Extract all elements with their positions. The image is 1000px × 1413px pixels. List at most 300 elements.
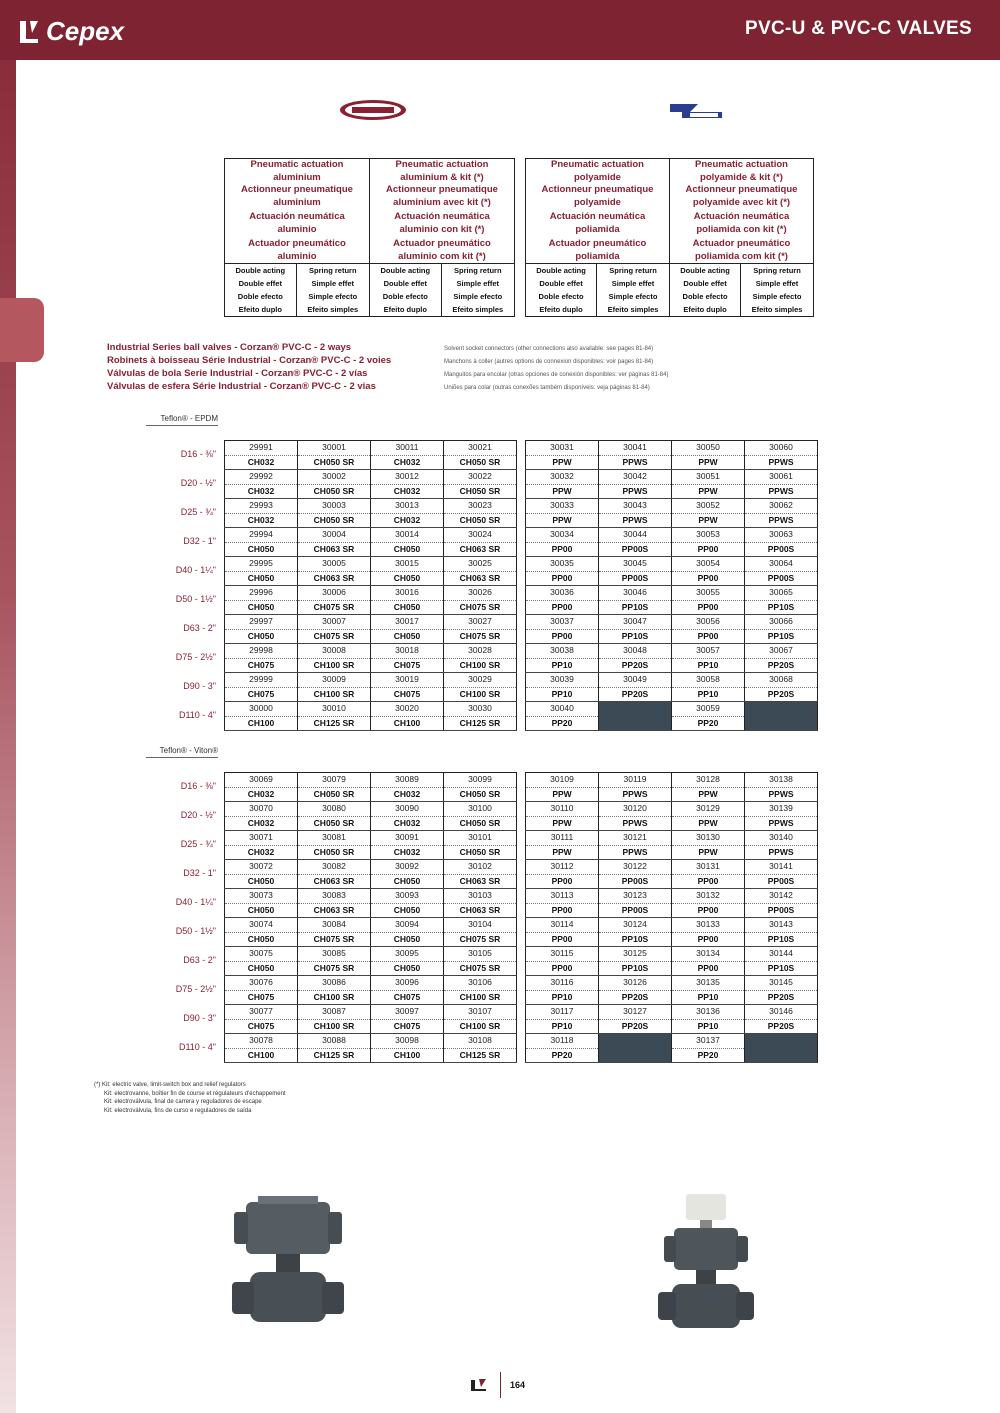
article-code: 30136	[672, 1005, 745, 1020]
header-row	[225, 159, 515, 264]
article-code: 30034	[526, 528, 599, 543]
actuator-model: PP10	[526, 1019, 599, 1034]
actuator-model: PP00S	[745, 542, 818, 557]
article-code: 30109	[526, 773, 599, 788]
model-row	[225, 687, 517, 702]
actuator-model: CH063 SR	[444, 571, 517, 586]
model-row	[526, 1019, 818, 1034]
article-code: 30037	[526, 615, 599, 630]
article-code: 30134	[672, 947, 745, 962]
article-code: 30029	[444, 673, 517, 688]
article-code: 30001	[298, 441, 371, 456]
actuator-model: CH075 SR	[444, 961, 517, 976]
actuator-model: PP10S	[599, 932, 672, 947]
model-row	[225, 658, 517, 673]
actuator-model: PPWS	[745, 787, 818, 802]
article-code: 30007	[298, 615, 371, 630]
actuator-model: PPW	[672, 816, 745, 831]
side-band	[0, 60, 16, 1413]
article-code: 29997	[225, 615, 298, 630]
model-row	[526, 1048, 818, 1063]
article-code: 30142	[745, 889, 818, 904]
article-code: 30008	[298, 644, 371, 659]
code-row	[526, 702, 818, 717]
note-en: Solvent socket connectors (other connections also available: see pages 81-84)	[444, 346, 654, 352]
article-code: 30137	[672, 1034, 745, 1049]
actuator-model: CH100	[371, 716, 444, 731]
size-label: D63 - 2"	[183, 623, 216, 633]
code-row	[225, 1034, 517, 1049]
article-code: 30004	[298, 528, 371, 543]
actuator-model: PP00	[672, 903, 745, 918]
article-code: 30011	[371, 441, 444, 456]
header-table-polyamide	[525, 158, 814, 317]
actuator-model: CH125 SR	[444, 716, 517, 731]
actuator-model: PPW	[672, 513, 745, 528]
model-row	[225, 716, 517, 731]
actuator-model: PP00	[672, 874, 745, 889]
actuator-model: CH050	[225, 961, 298, 976]
article-code: 30080	[298, 802, 371, 817]
model-row	[225, 629, 517, 644]
article-code: 29996	[225, 586, 298, 601]
actuator-model: PP00	[672, 571, 745, 586]
actuator-model: PP00S	[599, 874, 672, 889]
actuator-model: PP10S	[745, 932, 818, 947]
code-row	[526, 615, 818, 630]
article-code: 30017	[371, 615, 444, 630]
actuator-model: CH032	[371, 816, 444, 831]
table-viton-polyamide	[525, 772, 818, 1063]
aluminium-actuator-valve-image	[228, 1190, 348, 1340]
brand-name: Cepex	[46, 16, 125, 46]
actuator-model: CH125 SR	[298, 716, 371, 731]
article-code: 30016	[371, 586, 444, 601]
actuator-model: PPWS	[599, 455, 672, 470]
actuator-model: CH050 SR	[444, 845, 517, 860]
article-code: 30071	[225, 831, 298, 846]
column-header: Pneumatic actuation aluminium & kit (*) Actionneur pneumatique aluminium avec kit (*) Actuación neumática aluminio con kit (*) Actuador pneumático aluminio com kit (*)	[369, 159, 514, 264]
article-code: 30140	[745, 831, 818, 846]
actuator-model: CH075	[225, 990, 298, 1005]
actuator-model: CH050	[225, 629, 298, 644]
empty-cell	[745, 1034, 818, 1049]
size-label: D110 - 4"	[178, 710, 216, 720]
actuator-model: PPW	[526, 513, 599, 528]
code-row	[225, 831, 517, 846]
actuator-model: CH075 SR	[298, 600, 371, 615]
header-row	[526, 159, 814, 264]
article-code: 30107	[444, 1005, 517, 1020]
cepex-logo	[18, 16, 124, 47]
actuator-model: CH032	[225, 513, 298, 528]
code-row	[526, 976, 818, 991]
size-column-viton	[150, 772, 218, 1062]
actuator-model: CH063 SR	[444, 542, 517, 557]
actuator-model: CH125 SR	[444, 1048, 517, 1063]
article-code: 30028	[444, 644, 517, 659]
actuator-model: PP10	[672, 990, 745, 1005]
actuator-model: PP20S	[745, 990, 818, 1005]
sub-header-row: Double effet Simple effet Double effet Simple effet	[526, 277, 814, 290]
actuator-model: CH063 SR	[444, 903, 517, 918]
article-code: 30110	[526, 802, 599, 817]
code-row	[225, 1005, 517, 1020]
actuator-model: CH050	[371, 629, 444, 644]
model-row	[526, 787, 818, 802]
actuator-model: CH050 SR	[298, 845, 371, 860]
article-code: 30101	[444, 831, 517, 846]
article-code: 30108	[444, 1034, 517, 1049]
article-code: 30053	[672, 528, 745, 543]
article-code: 29995	[225, 557, 298, 572]
actuator-model: CH050	[225, 874, 298, 889]
article-code: 30018	[371, 644, 444, 659]
actuator-model: PP20	[526, 1048, 599, 1063]
article-code: 30112	[526, 860, 599, 875]
title-pt: Válvulas de esfera Série Industrial - Corzan® PVC-C - 2 vias	[107, 381, 376, 392]
model-row	[526, 874, 818, 889]
code-row	[526, 499, 818, 514]
actuator-model: PPWS	[745, 484, 818, 499]
actuator-model: CH032	[371, 787, 444, 802]
model-row	[225, 455, 517, 470]
article-code: 30038	[526, 644, 599, 659]
actuator-model: PP00	[526, 874, 599, 889]
size-label: D16 - ⅜"	[180, 781, 216, 791]
article-code: 30023	[444, 499, 517, 514]
code-row	[225, 802, 517, 817]
article-code: 30056	[672, 615, 745, 630]
article-code: 30075	[225, 947, 298, 962]
article-code: 30092	[371, 860, 444, 875]
actuator-model: CH050 SR	[298, 787, 371, 802]
actuator-model: CH050	[225, 571, 298, 586]
article-code: 30079	[298, 773, 371, 788]
article-code: 30085	[298, 947, 371, 962]
actuator-model: CH075 SR	[298, 961, 371, 976]
actuator-model: CH063 SR	[298, 571, 371, 586]
model-row	[225, 816, 517, 831]
code-row	[526, 586, 818, 601]
article-code: 30061	[745, 470, 818, 485]
article-code: 30121	[599, 831, 672, 846]
actuator-model: CH075	[225, 687, 298, 702]
cepex-mark-icon	[18, 19, 40, 45]
article-code: 30117	[526, 1005, 599, 1020]
article-code: 29993	[225, 499, 298, 514]
model-row	[526, 845, 818, 860]
actuator-model: PP00	[526, 571, 599, 586]
article-code: 30033	[526, 499, 599, 514]
actuator-model: PP10	[526, 990, 599, 1005]
actuator-model: CH063 SR	[298, 903, 371, 918]
article-code: 30118	[526, 1034, 599, 1049]
code-row	[526, 528, 818, 543]
title-en: Industrial Series ball valves - Corzan® PVC-C - 2 ways	[107, 342, 352, 353]
size-label: D75 - 2½"	[175, 984, 216, 994]
article-code: 30076	[225, 976, 298, 991]
note-pt: Uniões para colar (outras conexões também disponíveis: veja páginas 81-84)	[444, 385, 650, 391]
article-code: 30141	[745, 860, 818, 875]
size-label: D25 - ¾"	[180, 839, 216, 849]
actuator-model: CH050 SR	[298, 513, 371, 528]
article-code: 30014	[371, 528, 444, 543]
article-code: 30082	[298, 860, 371, 875]
code-row	[526, 860, 818, 875]
model-row	[225, 542, 517, 557]
size-label: D75 - 2½"	[175, 652, 216, 662]
actuator-model: PPW	[672, 787, 745, 802]
size-label: D90 - 3"	[183, 681, 216, 691]
actuator-model: CH075	[225, 658, 298, 673]
actuator-model: PPW	[526, 455, 599, 470]
actuator-model: PPWS	[599, 816, 672, 831]
article-code: 30009	[298, 673, 371, 688]
actuator-model: PPW	[526, 787, 599, 802]
code-row	[225, 918, 517, 933]
article-code: 30069	[225, 773, 298, 788]
sub-header-row: Double acting Spring return Double acting Spring return	[225, 264, 515, 278]
actuator-model: CH032	[225, 455, 298, 470]
actuator-model: CH100 SR	[444, 687, 517, 702]
actuator-model: PP10S	[599, 961, 672, 976]
actuator-model: CH100 SR	[444, 990, 517, 1005]
code-row	[526, 441, 818, 456]
article-code: 30086	[298, 976, 371, 991]
actuator-model: PP00	[526, 629, 599, 644]
article-code: 30064	[745, 557, 818, 572]
article-code: 30083	[298, 889, 371, 904]
code-row	[526, 802, 818, 817]
article-code: 30054	[672, 557, 745, 572]
code-row	[225, 470, 517, 485]
article-code: 30013	[371, 499, 444, 514]
article-code: 30095	[371, 947, 444, 962]
actuator-model: PPWS	[745, 845, 818, 860]
code-row	[526, 1034, 818, 1049]
model-row	[526, 716, 818, 731]
article-code: 30129	[672, 802, 745, 817]
code-row	[526, 831, 818, 846]
actuator-model: CH050	[225, 600, 298, 615]
model-row	[225, 903, 517, 918]
article-code: 30044	[599, 528, 672, 543]
model-row	[225, 961, 517, 976]
actuator-model: CH075	[225, 1019, 298, 1034]
actuator-model: CH075	[371, 687, 444, 702]
article-code: 30070	[225, 802, 298, 817]
cb-air-logo	[338, 98, 408, 122]
actuator-model: PPWS	[745, 455, 818, 470]
article-code: 30113	[526, 889, 599, 904]
article-code: 30096	[371, 976, 444, 991]
article-code: 30040	[526, 702, 599, 717]
title-es: Válvulas de bola Serie Industrial - Corzan® PVC-C - 2 vías	[107, 368, 368, 379]
actuator-model: CH100 SR	[298, 990, 371, 1005]
actuator-model: PP20	[672, 1048, 745, 1063]
actuator-model: PPW	[672, 484, 745, 499]
article-code: 30073	[225, 889, 298, 904]
article-code: 30059	[672, 702, 745, 717]
actuator-model: PP20S	[745, 1019, 818, 1034]
actuator-model: CH100 SR	[444, 1019, 517, 1034]
model-row	[225, 990, 517, 1005]
article-code: 30067	[745, 644, 818, 659]
section-titles	[107, 341, 391, 393]
actuator-model: CH050 SR	[298, 484, 371, 499]
article-code: 30091	[371, 831, 444, 846]
article-code: 30081	[298, 831, 371, 846]
model-row	[526, 484, 818, 499]
article-code: 30062	[745, 499, 818, 514]
article-code: 30030	[444, 702, 517, 717]
actuator-model: PP10S	[599, 629, 672, 644]
footer-divider	[500, 1372, 501, 1398]
article-code: 30133	[672, 918, 745, 933]
article-code: 30090	[371, 802, 444, 817]
empty-cell	[745, 1048, 818, 1063]
code-row	[526, 947, 818, 962]
size-label: D63 - 2"	[183, 955, 216, 965]
article-code: 30144	[745, 947, 818, 962]
sub-header-row: Efeito duplo Efeito simples Efeito duplo Efeito simples	[225, 303, 515, 317]
article-code: 30111	[526, 831, 599, 846]
actuator-model: CH100	[371, 1048, 444, 1063]
cepex-small-mark-icon	[470, 1378, 488, 1392]
size-column-epdm	[150, 440, 218, 730]
article-code: 30065	[745, 586, 818, 601]
actuator-model: CH050	[371, 542, 444, 557]
actuator-model: CH032	[371, 484, 444, 499]
article-code: 30106	[444, 976, 517, 991]
article-code: 30055	[672, 586, 745, 601]
actuator-model: CH075	[371, 990, 444, 1005]
article-code: 30115	[526, 947, 599, 962]
empty-cell	[599, 1034, 672, 1049]
article-code: 30000	[225, 702, 298, 717]
article-code: 30020	[371, 702, 444, 717]
actuator-model: PP00	[526, 932, 599, 947]
model-row	[225, 1048, 517, 1063]
prisma-logo	[668, 102, 724, 122]
article-code: 30145	[745, 976, 818, 991]
article-code: 30119	[599, 773, 672, 788]
size-label: D20 - ½"	[180, 478, 216, 488]
actuator-model: PP20S	[599, 658, 672, 673]
article-code: 30021	[444, 441, 517, 456]
article-code: 30087	[298, 1005, 371, 1020]
article-code: 30019	[371, 673, 444, 688]
actuator-model: CH075	[371, 1019, 444, 1034]
article-code: 30058	[672, 673, 745, 688]
actuator-model: CH050	[371, 961, 444, 976]
article-code: 29999	[225, 673, 298, 688]
code-row	[225, 586, 517, 601]
article-code: 30102	[444, 860, 517, 875]
model-row	[526, 990, 818, 1005]
actuator-model: CH100	[225, 1048, 298, 1063]
article-code: 30006	[298, 586, 371, 601]
article-code: 30077	[225, 1005, 298, 1020]
actuator-model: PP10	[672, 1019, 745, 1034]
actuator-model: PPWS	[599, 787, 672, 802]
actuator-model: CH050	[225, 903, 298, 918]
model-row	[225, 932, 517, 947]
header-table-aluminium	[224, 158, 515, 317]
article-code: 30104	[444, 918, 517, 933]
model-row	[526, 903, 818, 918]
footnote: (*) Kit: electric valve, limit-switch box and relief regulators Kit: electrovanne, boîtier fin de course et régulateurs d'échappement Kit: electroválvula, final de carrera y reguladores de escape Kit: electroválvula, fins de curso e reguladores de saída	[94, 1082, 286, 1114]
actuator-model: CH100 SR	[298, 658, 371, 673]
article-code: 30116	[526, 976, 599, 991]
actuator-model: CH100 SR	[444, 658, 517, 673]
article-code: 30078	[225, 1034, 298, 1049]
article-code: 30063	[745, 528, 818, 543]
code-row	[526, 918, 818, 933]
article-code: 30031	[526, 441, 599, 456]
article-code: 30060	[745, 441, 818, 456]
column-header: Pneumatic actuation aluminium Actionneur pneumatique aluminium Actuación neumática aluminio Actuador pneumático aluminio	[225, 159, 370, 264]
article-code: 30027	[444, 615, 517, 630]
code-row	[225, 557, 517, 572]
title-fr: Robinets à boisseau Série Industrial - Corzan® PVC-C - 2 voies	[107, 355, 392, 366]
connection-notes	[444, 343, 668, 395]
article-code: 30002	[298, 470, 371, 485]
article-code: 30048	[599, 644, 672, 659]
actuator-model: CH063 SR	[298, 542, 371, 557]
actuator-model: PP10	[672, 687, 745, 702]
size-label: D110 - 4"	[178, 1042, 216, 1052]
article-code: 30046	[599, 586, 672, 601]
actuator-model: PP00S	[599, 571, 672, 586]
model-row	[225, 600, 517, 615]
article-code: 30105	[444, 947, 517, 962]
model-row	[225, 787, 517, 802]
actuator-model: PPWS	[745, 513, 818, 528]
size-label: D32 - 1"	[183, 536, 216, 546]
actuator-model: CH050 SR	[444, 816, 517, 831]
table-epdm-aluminium	[224, 440, 517, 731]
article-code: 30012	[371, 470, 444, 485]
actuator-model: CH050 SR	[444, 455, 517, 470]
actuator-model: CH075 SR	[298, 932, 371, 947]
article-code: 30094	[371, 918, 444, 933]
actuator-model: CH050	[225, 542, 298, 557]
article-code: 30003	[298, 499, 371, 514]
actuator-model: CH100 SR	[298, 1019, 371, 1034]
size-label: D40 - 1¼"	[175, 565, 216, 575]
actuator-model: CH032	[225, 845, 298, 860]
article-code: 30035	[526, 557, 599, 572]
article-code: 30068	[745, 673, 818, 688]
actuator-model: PP10S	[745, 961, 818, 976]
article-code: 30022	[444, 470, 517, 485]
size-label: D50 - 1½"	[175, 926, 216, 936]
actuator-model: CH100	[225, 716, 298, 731]
actuator-model: PP20	[526, 716, 599, 731]
page-title: PVC-U & PVC-C VALVES	[745, 18, 972, 39]
polyamide-actuator-valve-image	[656, 1190, 756, 1340]
actuator-model: PP00	[526, 903, 599, 918]
actuator-model: CH075 SR	[444, 629, 517, 644]
code-row	[225, 528, 517, 543]
article-code: 30099	[444, 773, 517, 788]
sub-header-row: Doble efecto Simple efecto Doble efecto Simple efecto	[225, 290, 515, 303]
article-code: 30026	[444, 586, 517, 601]
actuator-model: PP20S	[599, 990, 672, 1005]
article-code: 30120	[599, 802, 672, 817]
